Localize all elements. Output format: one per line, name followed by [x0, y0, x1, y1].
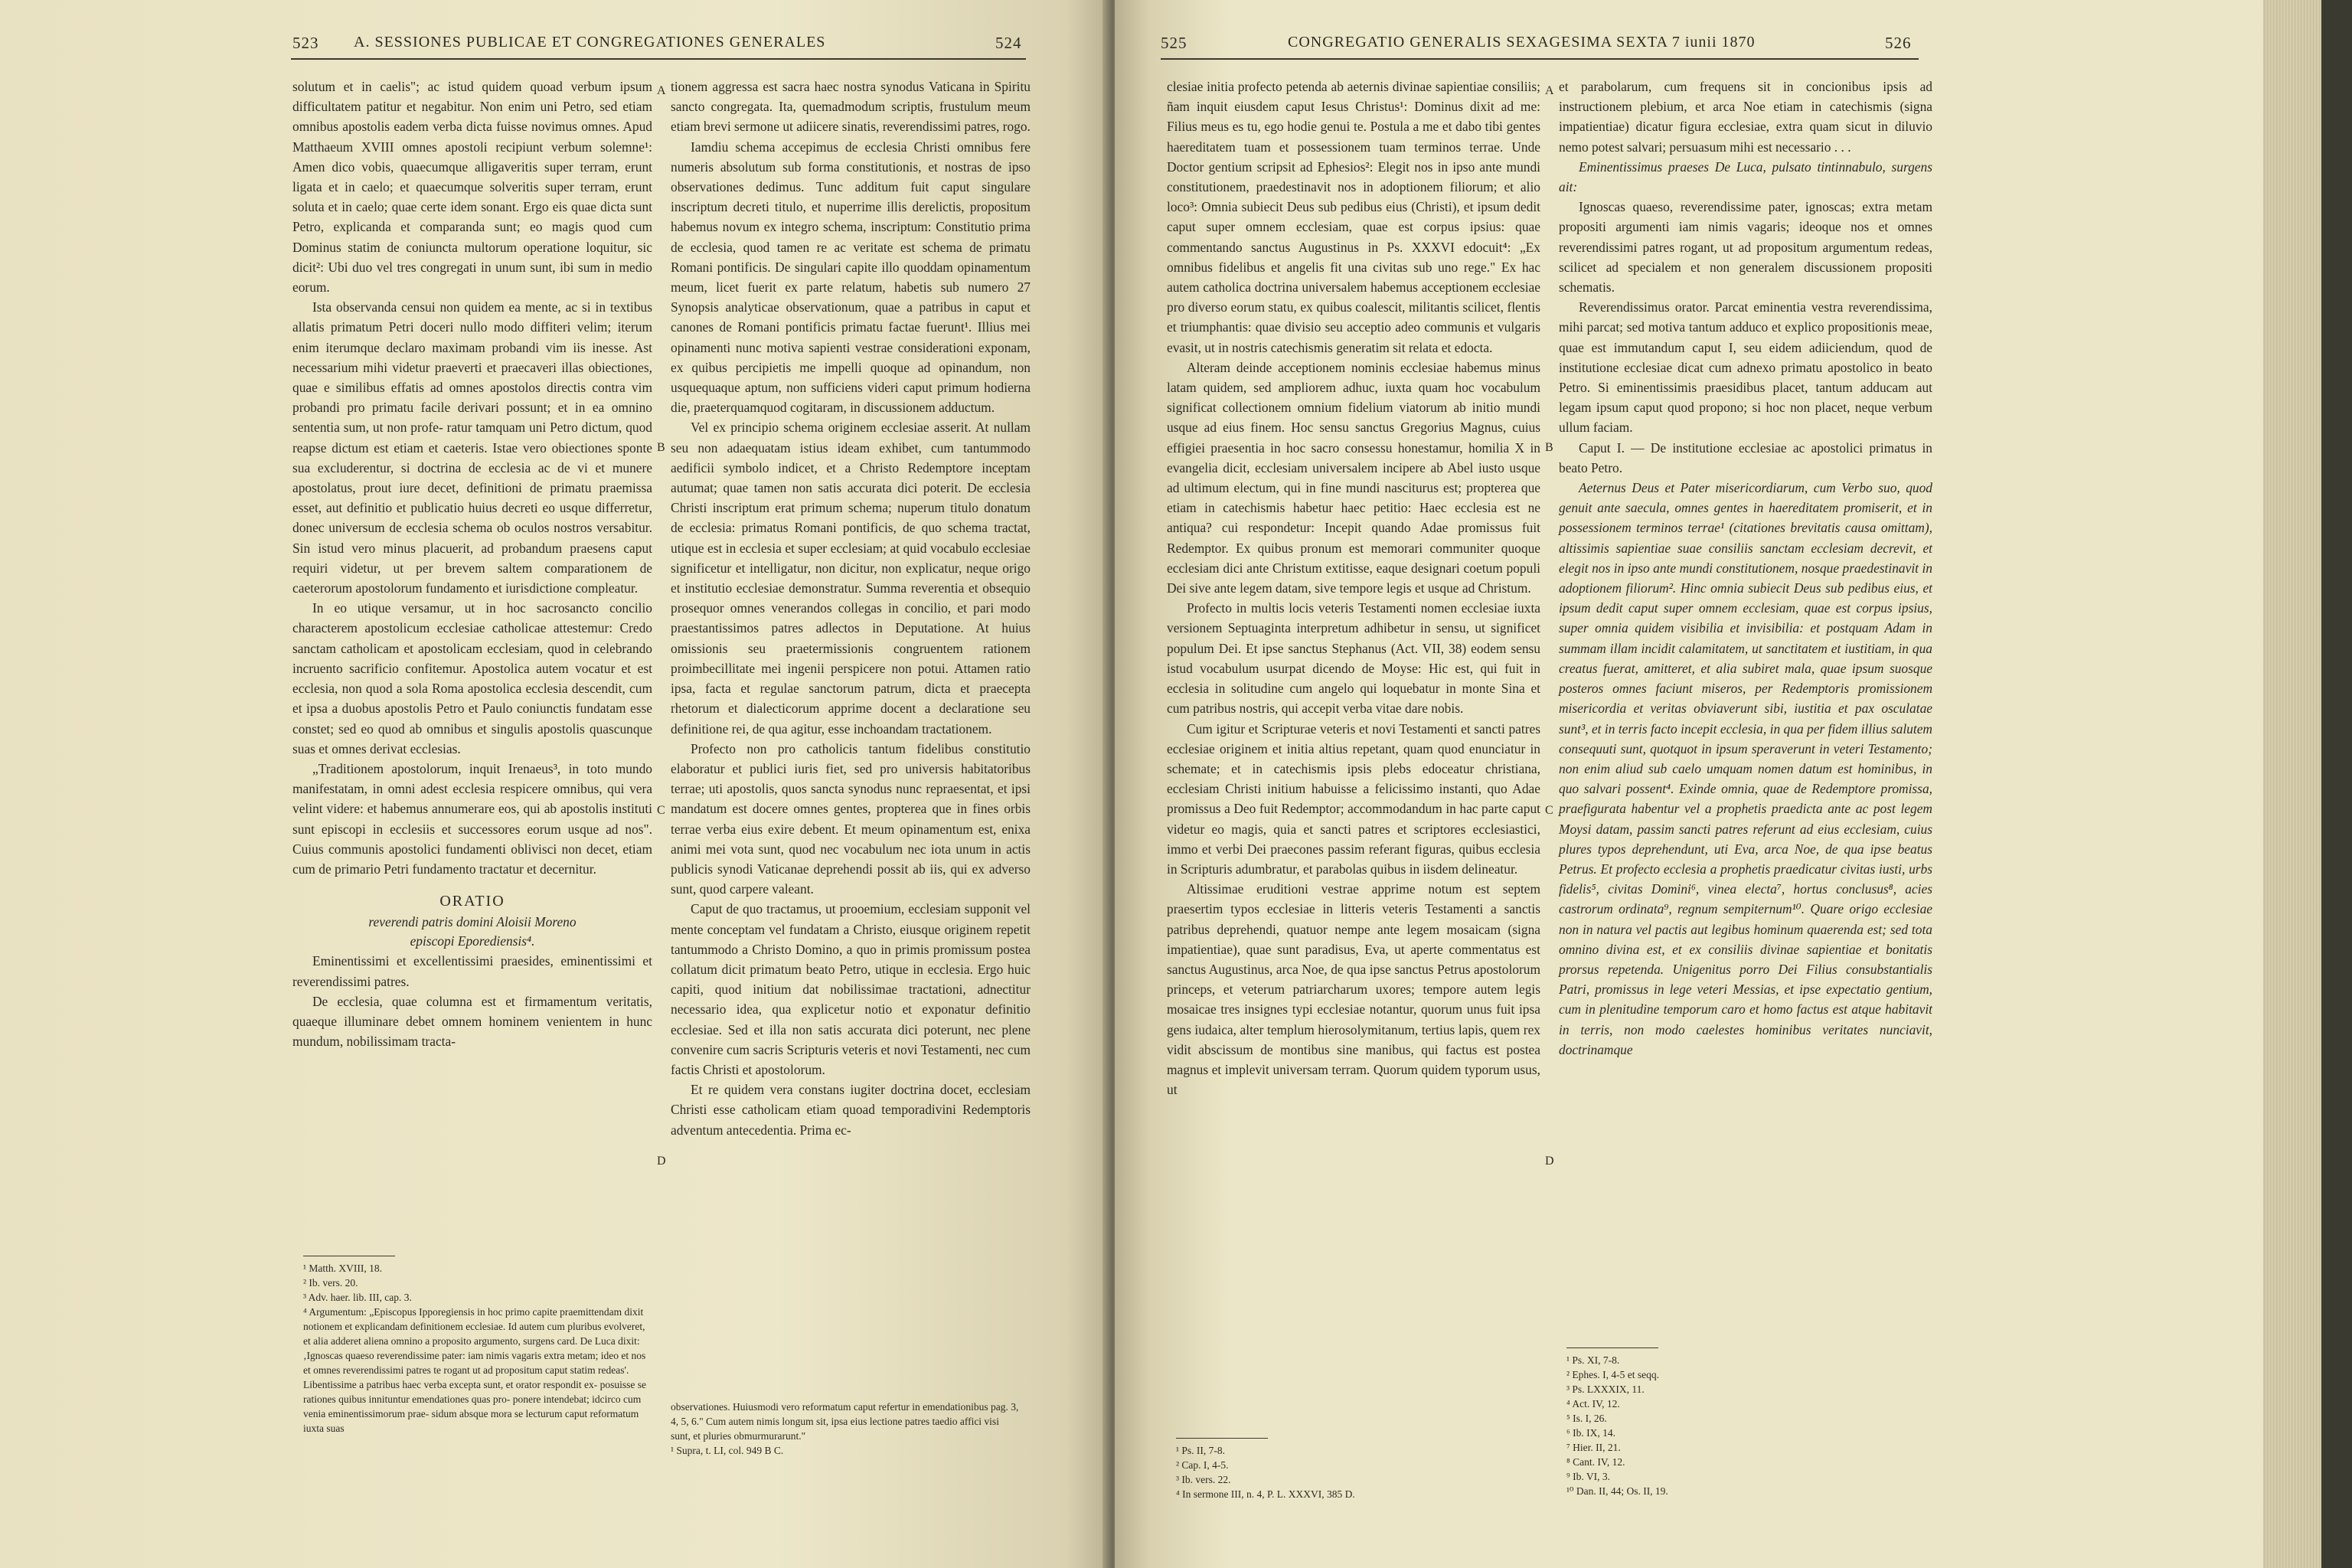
- header-rule: [1161, 58, 1919, 60]
- paragraph: Caput I. — De institutione ecclesiae ac apostolici primatus in beato Petro.: [1559, 439, 1932, 475]
- footnote: ² Ib. vers. 20.: [303, 1277, 358, 1289]
- paragraph: Profecto in multis locis veteris Testamenti nomen ecclesiae iuxta versionem Septuaginta interpretum adhibetur in sensu, ut significet populum Dei. Et ipse sanctus Stephanus (Act. VII, 38) eodem sensu istud vocabulum usurpat dicendo de Moyse: Hic est, qui fuit in ecclesia in solitudine cum angelo qui loquebatur in monte Sina et cum patribus nostris, qui accepit verba vitae dare nobis.: [1167, 600, 1540, 717]
- right-footnotes-col2: [1566, 1348, 1926, 1498]
- right-footnotes-col1: [1176, 1438, 1536, 1501]
- section-subheading: episcopi Eporediensis⁴.: [410, 933, 535, 949]
- footnote: ¹ Ps. II, 7-8.: [1176, 1445, 1226, 1456]
- right-page-number-2: 526: [1885, 34, 1912, 52]
- margin-marker: A: [657, 84, 666, 97]
- paragraph: Caput de quo tractamus, ut prooemium, ecclesiam supponit vel mente conceptam vel fundatam a Christo, eiusque originem repetit tantummodo a Christo Domino, a quo in primis promissum postea collatum dicit primatum beato Petro, utique in ecclesia. Ergo huic capiti, quod initium dat nobilissimae tractationi, adnectitur necessario idea, qua explicetur notio et exponatur definitio ecclesiae. Sed et illa non satis accurata dici poterunt, nec plene convenire cum sacris Scripturis veteris et novi Testamenti, nec cum factis Christi et apostolorum.: [671, 901, 1031, 1077]
- right-column-1: [1167, 77, 1540, 1099]
- paragraph: Vel ex principio schema originem ecclesiae asserit. At nullam seu non adaequatam istius ideam exhibet, cum tantummodo aedificii symbolo indicet, et a Christo Redemptore inceptam autumat; quae tamen non satis accurata dici poterit. De ecclesia Christi inscriptum erat primum schema; nuperum titulo donatum de ecclesia: primatus Romani pontificis, de quo schema tractat, utique est in ecclesia et super ecclesiam; at quid vocabulo ecclesiae significetur et intelligatur, non dicitur, non explicatur, neque origo et institutio ecclesiae demonstratur. Summa reverentia et obsequio prosequor omnes venerandos collegas in concilio, et pari modo praestantissimos patres adlectos in Deputatione. At huius omissionis seu praetermissionis congruentem rationem proimbecillitate mei ingenii perspicere non potui. Attamen ratio ipsa, facta et regulae sanctorum patrum, dicta et praecepta rhetorum et dialecticorum apprime docent a declaratione seu definitione rei, de qua agitur, esse inchoandam tractationem.: [671, 420, 1031, 737]
- header-rule: [291, 58, 1026, 60]
- footnote: ⁶ Ib. IX, 14.: [1566, 1427, 1615, 1439]
- right-running-head: CONGREGATIO GENERALIS SEXAGESIMA SEXTA 7 iunii 1870: [1288, 34, 1756, 51]
- paragraph: Cum igitur et Scripturae veteris et novi Testamenti et sancti patres ecclesiae originem et initia altius repetant, quam quod enunciatur in schemate; et in catechismis ipsis plebs edoceatur christiana, ecclesiam Christi initium habuisse a felicissimo instanti, quo Adae promissus a Deo fuit Redemptor; accommodandum in hac parte caput videtur eo magis, quia et sancti patres et scriptores ecclesiastici, immo et verbi Dei praecones passim referant figuras, quibus ecclesia in Scripturis adumbratur, et parabolas quibus in iisdem delineatur.: [1167, 720, 1540, 877]
- footnote: ⁴ Act. IV, 12.: [1566, 1398, 1620, 1410]
- paragraph: Profecto non pro catholicis tantum fidelibus constitutio elaboratur et publici iuris fiet, sed pro universis habitatoribus terrae; uti apostolis, quos sancta synodus nunc repraesentat, et ipsi mandatum est docere omnes gentes, propterea que in fines orbis terrae verba eius exire debent. Et meum opinamentum est, enixa animi mei vota sunt, quod nec vocabulum nec iota unum in actis publicis synodi Vaticanae deprehendi possit ab iis, qui ex adverso sunt, quod carpere valeant.: [671, 740, 1031, 897]
- paragraph: tionem aggressa est sacra haec nostra synodus Vaticana in Spiritu sancto congregata. Ita, quemadmodum scriptis, frustulum meum etiam brevi sermone ut adiicere sinatis, reverendissimi patres, rogo.: [671, 79, 1031, 135]
- footnote: ¹ Supra, t. LI, col. 949 B C.: [671, 1445, 784, 1456]
- paragraph: Ista observanda censui non quidem ea mente, ac si in textibus allatis primatum Petri doceri nullo modo diffiteri velim; iterum enim iterumque declaro maximam probandi vim iis inesse. Ast necessarium mihi videtur praeverti et praecaveri illas obiectiones, quae e similibus effatis ad omnes apostolos directis contra vim probandi pro primatu facile derivari possunt; et in ea omnino sententia sum, ut non profe- ratur tamquam uni Petro dictum, quod reapse dictum est etiam et caeteris. Istae vero obiectiones sponte sua excluderentur, si doctrina de ecclesia ac de vi et munere apostolatus, prout iure decet, definitioni de primatu praemissa esset, aut definitio et publicatio huius decreti eo usque differretur, donec universum de ecclesia schema ob oculos nostros versabitur. Sin istud vero minus placuerit, ad probandum praesens caput requiri videtur, ut per brevem saltem comparationem de caeterorum apostolorum fundamento et iurisdictione compleatur.: [292, 299, 652, 596]
- footnote: ⁴ Argumentum: „Episcopus Ipporegiensis in hoc primo capite praemittendam dixit notionem et explicandam definitionem ecclesiae. Id autem cum pluribus evolveret, et alia adderet aliena omnino a proposito argumento, surgens card. De Luca dixit: ‚Ignoscas quaeso reverendissime pater: iam nimis vagaris extra metam; ideo et nos et omnes reverendissimi patres te rogant ut ad propositum caput statim redeas'. Libentissime a patribus haec verba excepta sunt, et orator respondit ex- posuisse se rationes quibus innituntur emendationes quas pro- ponere intendebat; idcirco cum venia eminentissimorum prae- sidum absque mora se lecturum caput reformatum iuxta suas: [303, 1306, 646, 1434]
- footnote: observationes. Huiusmodi vero reformatum caput refertur in emendationibus pag. 3, 4, 5, 6." Cum autem nimis longum sit, ipsa eius lectione patres taedio affici visi sunt, et pluries obmurmurarunt.": [671, 1401, 1019, 1442]
- right-page: [1115, 0, 2263, 1568]
- footnote: ⁹ Ib. VI, 3.: [1566, 1471, 1610, 1482]
- margin-marker: C: [657, 804, 665, 817]
- page-stack-edge: [2263, 0, 2352, 1568]
- paragraph: Altissimae eruditioni vestrae apprime notum est septem praesertim typos ecclesiae in litteris veteris Testamenti a sanctis patribus deprehendi, quatuor nempe ante legem mosaicam (signa impatientiae), quae sunt paradisus, Eva, ut aperte commentatus est sanctus Augustinus, arca Noe, de qua ipse sanctus Petrus apostolorum princeps, et veterum patriarcharum uxores; tempore autem legis mosaicae tres insignes typi ecclesiae notantur, quorum unus fuit ipsa gens iudaica, alter templum hierosolymitanum, tertius lapis, quem rex vidit abscissum de montibus sine manibus, qui factus est postea magnus et implevit universam terram. Quorum quidem typorum usus, ut: [1167, 881, 1540, 1098]
- paragraph: Eminentissimi et excellentissimi praesides, eminentissimi et reverendissimi patres.: [292, 953, 652, 989]
- footnote: ¹⁰ Dan. II, 44; Os. II, 19.: [1566, 1485, 1668, 1497]
- paragraph: Aeternus Deus et Pater misericordiarum, cum Verbo suo, quod genuit ante saecula, omnes gentes in haereditatem promiserit, et in possessionem terminos terrae¹ (citationes brevitatis causa omittam), altissimis sapientiae suae consiliis sanctam ecclesiam decrevit, et elegit nos in ipso ante mundi constitutionem, nosque praedestinavit in adoptionem filiorum². Hinc omnia subiecit Deus sub pedibus eius, et ipsum dedit caput super omnem ecclesiam, quae est corpus ipsius, super omnia quidem visibilia et invisibilia: et postquam Adam in summam illam incidit calamitatem, ut sanctitatem et iustitiam, in qua creatus fuerat, amitteret, et alia subiret mala, quae ipsum suosque posteros omnes faciunt miseros, per Redemptoris promissionem misericordia et veritas obviaverunt sibi, iustitia et pax osculatae sunt³, et in terris facto incepit ecclesia, in qua per fidem illius salutem consequuti sunt, quotquot in ipsum speraverunt in veteri Testamento; non enim aliud sub caelo umquam nomen datum est hominibus, in quo salvari possent⁴. Exinde omnia, quae de Redemptore promissa, praefigurata habentur vel a prophetis praedicta ante ac post legem Moysi datam, passim sancti patres referunt ad eius ecclesiam, cuius plures typos deprehendunt, uti Eva, arca Noe, de qua ipse beatus Petrus. Et profecto ecclesia a prophetis praedicatur civitas iusti, urbs fidelis⁵, civitas Domini⁶, vinea electa⁷, hortus conclusus⁸, acies castrorum ordinata⁹, regnum sempiternum¹⁰. Quare origo ecclesiae non in natura vel pactis aut legibus hominum quaerenda est; sed tota omnino divina est, et ex consiliis divinae sapientiae et bonitatis prorsus repetenda. Unigenitus porro Dei Filius consubstantialis Patri, promissus in lege veteri Messias, et ipse expectatio gentium, cum in plenitudine temporum caro et homo factus est atque habitavit in terris, non modo caelestes hominibus veritates nunciavit, doctrinamque: [1559, 480, 1932, 1057]
- paragraph: Et re quidem vera constans iugiter doctrina docet, ecclesiam Christi esse catholicam etiam quoad temporadivini Redemptoris adventum antecedentia. Prima ec-: [671, 1082, 1031, 1138]
- paragraph: Iamdiu schema accepimus de ecclesia Christi omnibus fere numeris absolutum sub forma constitutionis, et nostras de ipso observationes dedimus. Tunc additum fuit caput singulare inscriptum decreti titulo, et nuperrime illis derelictis, propositum habemus novum ex integro schema, inscriptum: Constitutio prima de ecclesia, quod tamen re ac veritate est schema de primatu Romani pontificis. De singulari capite illo quoddam opinamentum meum, licet fuerit ex parte relatum, habetis sub numero 27 Synopsis analyticae observationum, quae a patribus in caput et canones de Romani pontificis primatu factae fuerunt¹. Illius mei opinamenti nunc motiva sapienti vestrae considerationi exponam, ex quibus percipietis me impelli quoque ad opinandum, non usquequaque aptum, non sufficiens videri caput primum hodierna die, praeterquamquod cogitaram, in discussionem adductum.: [671, 139, 1031, 416]
- paragraph: et parabolarum, cum frequens sit in concionibus ipsis ad instructionem plebium, et arca Noe etiam in catechismis (signa impatientiae) dicatur figura ecclesiae, extra quam sicut in diluvio nemo potest salvari; persuasum mihi est necessario . . .: [1559, 79, 1932, 155]
- left-column-2: [671, 77, 1031, 1140]
- paragraph: „Traditionem apostolorum, inquit Irenaeus³, in toto mundo manifestatam, in omni adest ecclesia respicere omnibus, qui vera velint videre: et habemus annumerare eos, qui ab apostolis instituti sunt episcopi in ecclesiis et successores eorum usque ad nos". Cuius communis apostolici fundamenti oblivisci non decet, etiam cum de primario Petri fundamento tractatur et decernitur.: [292, 760, 652, 877]
- margin-marker: B: [1545, 441, 1553, 454]
- footnote: ⁵ Is. I, 26.: [1566, 1413, 1607, 1424]
- footnote: ⁷ Hier. II, 21.: [1566, 1442, 1621, 1453]
- footnote: ⁸ Cant. IV, 12.: [1566, 1456, 1625, 1468]
- right-page-number-1: 525: [1161, 34, 1187, 52]
- paragraph: clesiae initia profecto petenda ab aeternis divinae sapientiae consiliis; ñam inquit eiusdem caput Iesus Christus¹: Dominus dixit ad me: Filius meus es tu, ego hodie genui te. Postula a me et dabo tibi gentes haereditatem tuam et possessionem tuam terminos terrae. Unde Doctor gentium scripsit ad Ephesios²: Elegit nos in ipso ante mundi constitutionem, praedestinavit nos in adoptionem filiorum; et alio loco³: Omnia subiecit Deus sub pedibus eius (Christi), et ipsum dedit caput super omnem ecclesiam, quae est corpus ipsius: quae commentando sanctus Augustinus in Ps. XXXVI edocuit⁴: „Ex omnibus fidelibus et angelis fit una civitas sub uno rege." Ex hac autem catholica doctrina universalem habemus acceptionem ecclesiae pro diverso eorum statu, ex quibus coalescit, militantis scilicet, flentis et triumphantis: quae divisio seu acceptio adeo communis et vulgaris evasit, ut in nostris catechismis generatim sit relata et edocta.: [1167, 79, 1540, 355]
- paragraph: Eminentissimus praeses De Luca, pulsato tintinnabulo, surgens ait:: [1559, 158, 1932, 195]
- footnote: ¹ Matth. XVIII, 18.: [303, 1263, 383, 1274]
- margin-marker: C: [1545, 804, 1553, 817]
- left-page-number-1: 523: [292, 34, 319, 52]
- paragraph: De ecclesia, quae columna est et firmamentum veritatis, quaeque illuminare debet omnem hominem venientem in hunc mundum, nobilissimam tracta-: [292, 993, 652, 1050]
- paragraph: solutum et in caelis"; ac istud quidem quoad verbum ipsum difficultatem patitur et negabitur. Non enim uni Petro, sed etiam omnibus apostolis eadem verba dicta fuisse novimus omnes. Apud Matthaeum XVIII omnes apostoli recipiunt verbum solemne¹: Amen dico vobis, quaecumque alligaveritis super terram, erunt ligata et in caelo; et quaecumque solveritis super terram, erunt soluta et in caelo; quae certe idem sonant. Ergo eis quae dicta sunt Petro, explicanda et comparanda sunt; eo magis quod cum Dominus statim de coniuncta multorum operatione loquitur, sic dicit²: Ubi duo vel tres congregati in unum sunt, ibi sum in medio eorum.: [292, 79, 652, 296]
- left-page: [0, 0, 1110, 1568]
- paragraph: Reverendissimus orator. Parcat eminentia vestra reverendissima, mihi parcat; sed motiva tantum adduco et explico propositionis meae, quae est immutandum caput I, seu eidem adiiciendum, quod de institutione ecclesiae dicat cum adnexo primatu apostolico in beato Petro. Si eminentissimis praesidibus placet, tantum adducam aut legam ipsum caput quod propono; si hoc non placet, neque verbum ullum faciam.: [1559, 299, 1932, 436]
- footnote: ⁴ In sermone III, n. 4, P. L. XXXVI, 385 D.: [1176, 1488, 1355, 1500]
- footnote: ¹ Ps. XI, 7-8.: [1566, 1354, 1620, 1366]
- left-page-number-2: 524: [995, 34, 1022, 52]
- left-footnotes-col2: [671, 1400, 1020, 1458]
- section-subheading: reverendi patris domini Aloisii Moreno: [368, 914, 577, 930]
- paragraph: Alteram deinde acceptionem nominis ecclesiae habemus minus latam quidem, sed ampliorem adhuc, iuxta quam hoc vocabulum significat collectionem omnium fidelium viatorum ab initio mundi usque ad eius finem. Hoc sensu sanctus Gregorius Magnus, cuius effigiei praesentia in hoc sacro consessu honestamur, homilia X in evangelia dicit, ecclesiam universalem incipere ab Abel iusto usque ad ultimum electum, qui in fine mundi nasciturus est; propterea que etiam in catechismis habetur haec petitio: Haec ecclesia est ne antiqua? cui respondetur: Incepit quando Adae promissus fuit Redemptor. Ex quibus pronum est memorari communiter quoque ecclesiam dici ante Christum extitisse, eaque designari coetum populi Dei sive ante legem datam, sive tempore legis et usque ad Christum.: [1167, 359, 1540, 596]
- paragraph: Ignoscas quaeso, reverendissime pater, ignoscas; extra metam propositi argumenti iam nimis vagaris; ideoque nos et omnes reverendissimi patres rogant, ut ad propositum argumentum redeas, scilicet ad specialem et non generalem discussionem propositi schematis.: [1559, 199, 1932, 296]
- footnote: ² Cap. I, 4-5.: [1176, 1459, 1229, 1471]
- paragraph: In eo utique versamur, ut in hoc sacrosancto concilio characterem apostolicum ecclesiae catholicae attestemur: Credo sanctam catholicam et apostolicam ecclesiam, quod in celebrando incruento sacrificio confitemur. Apostolica autem vocatur et est ecclesia, non quod a sola Roma apostolica ecclesia descendit, cum et ipsa a duobus apostolis Petro et Paulo coniunctis fundatam esse constet; sed eo quod ab omnibus et singulis apostolis quascunque suas et omnes derivat ecclesias.: [292, 600, 652, 756]
- footnote: ³ Adv. haer. lib. III, cap. 3.: [303, 1292, 412, 1303]
- section-heading: ORATIO: [439, 893, 505, 910]
- footnote: ² Ephes. I, 4-5 et seqq.: [1566, 1369, 1660, 1380]
- left-column-1: [292, 77, 652, 1051]
- margin-marker: B: [657, 441, 665, 454]
- margin-marker: D: [1545, 1155, 1554, 1168]
- footnote-rule: [1176, 1438, 1268, 1439]
- margin-marker: D: [657, 1155, 666, 1168]
- footnote: ³ Ib. vers. 22.: [1176, 1474, 1231, 1485]
- left-running-head: A. SESSIONES PUBLICAE ET CONGREGATIONES GENERALES: [354, 34, 826, 51]
- margin-marker: A: [1545, 84, 1554, 97]
- right-column-2: [1559, 77, 1932, 1060]
- footnote: ³ Ps. LXXXIX, 11.: [1566, 1383, 1645, 1395]
- left-footnotes-col1: [303, 1256, 652, 1436]
